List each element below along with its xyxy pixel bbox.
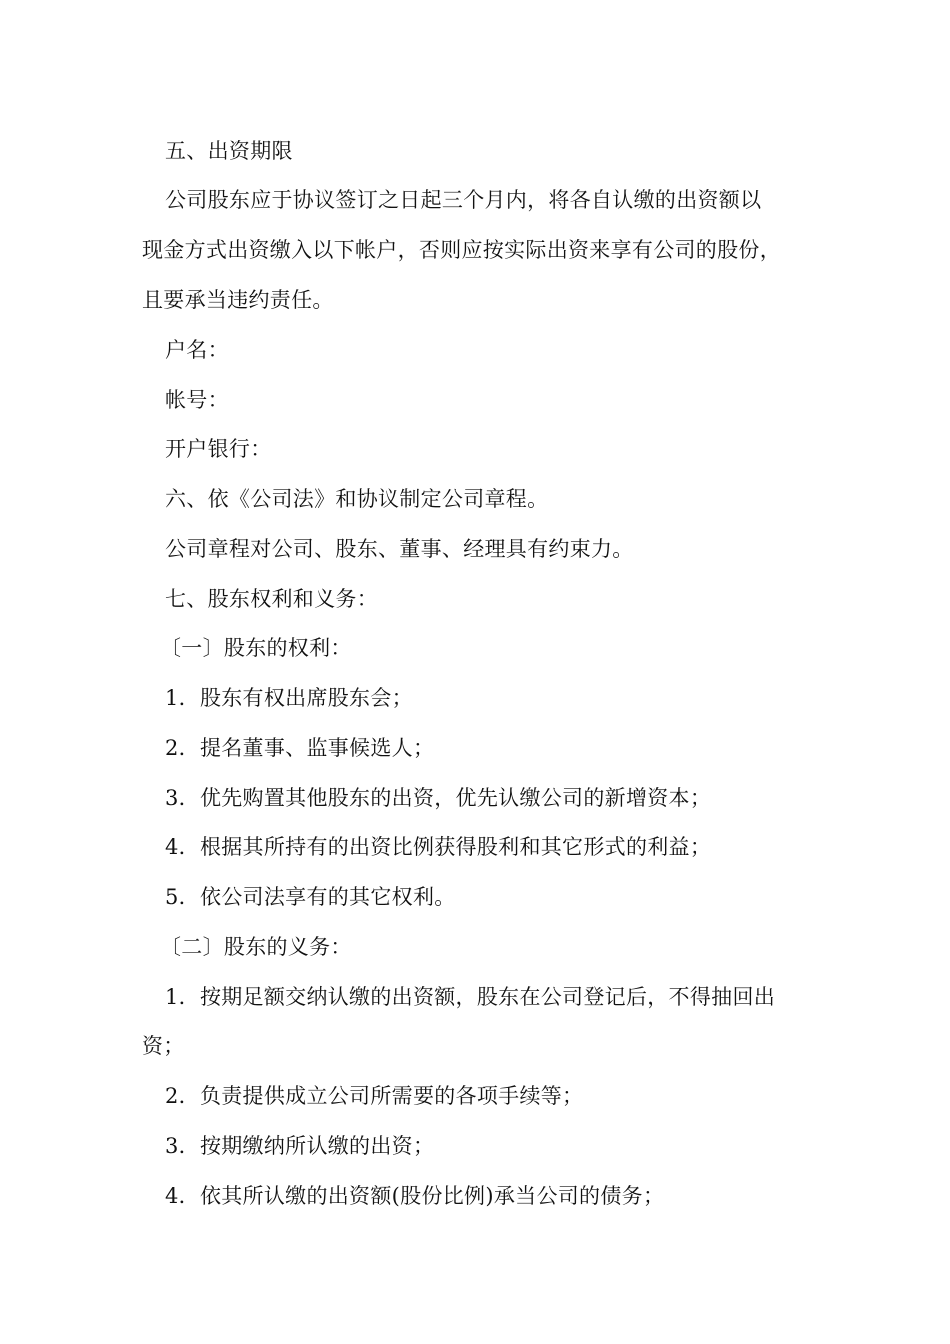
subsection-heading-rights: 〔一〕股东的权利： — [160, 636, 352, 660]
section-heading-shareholder-rights-duties: 七、股东权利和义务： — [165, 587, 378, 611]
list-item-continuation: 资； — [142, 1034, 185, 1058]
subsection-heading-duties: 〔二〕股东的义务： — [160, 935, 352, 959]
paragraph-line: 公司章程对公司、股东、董事、经理具有约束力。 — [165, 537, 634, 561]
list-item: 1．股东有权出席股东会； — [165, 686, 413, 710]
list-item: 4．根据其所持有的出资比例获得股利和其它形式的利益； — [165, 835, 712, 859]
list-item: 5．依公司法享有的其它权利。 — [165, 885, 456, 909]
list-item: 4．依其所认缴的出资额(股份比例)承当公司的债务； — [165, 1184, 665, 1208]
list-item: 3．按期缴纳所认缴的出资； — [165, 1134, 435, 1158]
section-heading-capital-term: 五、出资期限 — [165, 139, 293, 163]
list-item: 3．优先购置其他股东的出资，优先认缴公司的新增资本； — [165, 786, 712, 810]
account-number-label: 帐号： — [165, 388, 229, 412]
paragraph-line: 且要承当违约责任。 — [142, 288, 334, 312]
section-heading-articles: 六、依《公司法》和协议制定公司章程。 — [165, 487, 549, 511]
list-item: 1．按期足额交纳认缴的出资额，股东在公司登记后，不得抽回出 — [165, 985, 776, 1009]
bank-label: 开户银行： — [165, 437, 272, 461]
list-item: 2．提名董事、监事候选人； — [165, 736, 435, 760]
list-item: 2．负责提供成立公司所需要的各项手续等； — [165, 1084, 584, 1108]
paragraph-line: 公司股东应于协议签订之日起三个月内，将各自认缴的出资额以 — [165, 188, 762, 212]
account-name-label: 户名： — [165, 338, 229, 362]
paragraph-line: 现金方式出资缴入以下帐户，否则应按实际出资来享有公司的股份， — [142, 238, 781, 262]
